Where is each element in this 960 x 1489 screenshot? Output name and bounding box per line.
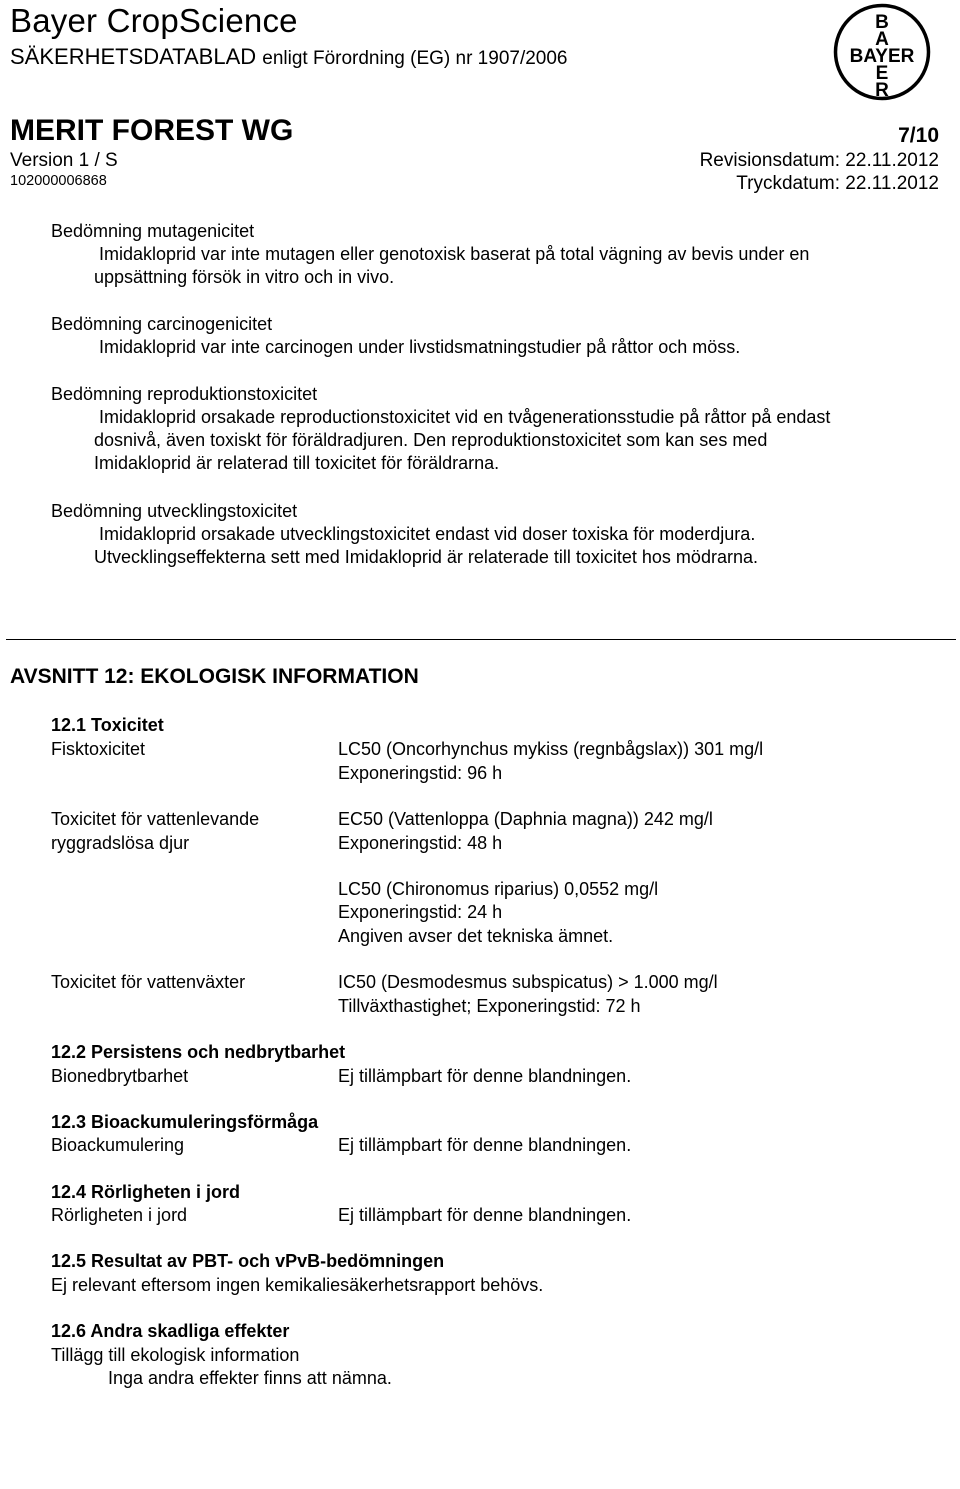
carcinogenicity-label: Bedömning carcinogenicitet <box>51 314 273 334</box>
fish-toxicity-label: Fisktoxicitet <box>51 739 146 759</box>
section-12-title: AVSNITT 12: EKOLOGISK INFORMATION <box>10 665 419 688</box>
plant-toxicity-label: Toxicitet för vattenväxter <box>51 972 246 992</box>
biodegradability-value: Ej tillämpbart för denne blandningen. <box>338 1066 632 1086</box>
toxicity-heading: 12.1 Toxicitet <box>51 715 164 735</box>
bayer-logo <box>832 2 932 102</box>
persistence-heading: 12.2 Persistens och nedbrytbarhet <box>51 1042 346 1062</box>
pbt-heading: 12.5 Resultat av PBT- och vPvB-bedömningen <box>51 1251 445 1271</box>
mutagenicity-label: Bedömning mutagenicitet <box>51 221 255 241</box>
reproductive-toxicity-text-3: Imidakloprid är relaterad till toxicitet för föräldrarna. <box>94 453 500 473</box>
product-name: MERIT FOREST WG <box>10 114 294 147</box>
logo-letter-b: B <box>875 12 889 33</box>
mobility-label: Rörligheten i jord <box>51 1205 188 1225</box>
invertebrate-toxicity-value-4: Exponeringstid: 24 h <box>338 902 503 922</box>
fish-toxicity-value-2: Exponeringstid: 96 h <box>338 763 503 783</box>
other-effects-heading: 12.6 Andra skadliga effekter <box>51 1321 290 1341</box>
pbt-text: Ej relevant eftersom ingen kemikaliesäkerhetsrapport behövs. <box>51 1275 544 1295</box>
invertebrate-toxicity-label-2: ryggradslösa djur <box>51 833 190 853</box>
developmental-toxicity-label: Bedömning utvecklingstoxicitet <box>51 501 298 521</box>
bioaccumulation-value: Ej tillämpbart för denne blandningen. <box>338 1135 632 1155</box>
page-number: 7/10 <box>898 124 939 147</box>
mobility-value: Ej tillämpbart för denne blandningen. <box>338 1205 632 1225</box>
bioaccumulation-label: Bioackumulering <box>51 1135 185 1155</box>
sheet-title: SÄKERHETSDATABLAD <box>10 44 257 69</box>
ecological-supplement-label: Tillägg till ekologisk information <box>51 1345 300 1365</box>
fish-toxicity-value-1: LC50 (Oncorhynchus mykiss (regnbågslax)) 301 mg/l <box>338 739 764 759</box>
logo-letter-r: R <box>875 80 889 101</box>
mutagenicity-text-2: uppsättning försök in vitro och in vivo. <box>94 267 395 287</box>
mobility-heading: 12.4 Rörligheten i jord <box>51 1182 241 1202</box>
print-date: Tryckdatum: 22.11.2012 <box>736 173 939 194</box>
invertebrate-toxicity-label-1: Toxicitet för vattenlevande <box>51 809 260 829</box>
other-effects-text: Inga andra effekter finns att nämna. <box>108 1368 392 1388</box>
document-title <box>10 44 568 70</box>
reproductive-toxicity-label: Bedömning reproduktionstoxicitet <box>51 384 318 404</box>
regulation-text: enligt Förordning (EG) nr 1907/2006 <box>262 48 568 69</box>
plant-toxicity-value-2: Tillväxthastighet; Exponeringstid: 72 h <box>338 996 641 1016</box>
version-label: Version 1 / S <box>10 150 118 171</box>
logo-letter-a: A <box>875 29 889 50</box>
invertebrate-toxicity-value-1: EC50 (Vattenloppa (Daphnia magna)) 242 mg/l <box>338 809 713 829</box>
reproductive-toxicity-text-1: Imidakloprid orsakade reproductionstoxicitet vid en tvågenerationsstudie på råttor på endast <box>99 407 831 427</box>
document-code: 102000006868 <box>10 173 107 189</box>
section-divider <box>6 639 956 640</box>
bioaccumulation-heading: 12.3 Bioackumuleringsförmåga <box>51 1112 319 1132</box>
revision-date: Revisionsdatum: 22.11.2012 <box>699 150 939 171</box>
reproductive-toxicity-text-2: dosnivå, även toxiskt för föräldradjuren. Den reproduktionstoxicitet som kan ses med <box>94 430 768 450</box>
invertebrate-toxicity-value-2: Exponeringstid: 48 h <box>338 833 503 853</box>
developmental-toxicity-text-2: Utvecklingseffekterna sett med Imidakloprid är relaterade till toxicitet hos mödrarna. <box>94 547 758 567</box>
invertebrate-toxicity-value-5: Angiven avser det tekniska ämnet. <box>338 926 614 946</box>
mutagenicity-text-1: Imidakloprid var inte mutagen eller genotoxisk baserat på total vägning av bevis under en <box>99 244 810 264</box>
company-name: Bayer CropScience <box>10 2 298 39</box>
carcinogenicity-text: Imidakloprid var inte carcinogen under livstidsmatningstudier på råttor och möss. <box>99 337 741 357</box>
biodegradability-label: Bionedbrytbarhet <box>51 1066 189 1086</box>
developmental-toxicity-text-1: Imidakloprid orsakade utvecklingstoxicitet endast vid doser toxiska för moderdjura. <box>99 524 756 544</box>
logo-word-bayer: BAYER <box>849 46 915 67</box>
invertebrate-toxicity-value-3: LC50 (Chironomus riparius) 0,0552 mg/l <box>338 879 659 899</box>
plant-toxicity-value-1: IC50 (Desmodesmus subspicatus) > 1.000 mg/l <box>338 972 718 992</box>
logo-letter-e: E <box>875 63 889 84</box>
